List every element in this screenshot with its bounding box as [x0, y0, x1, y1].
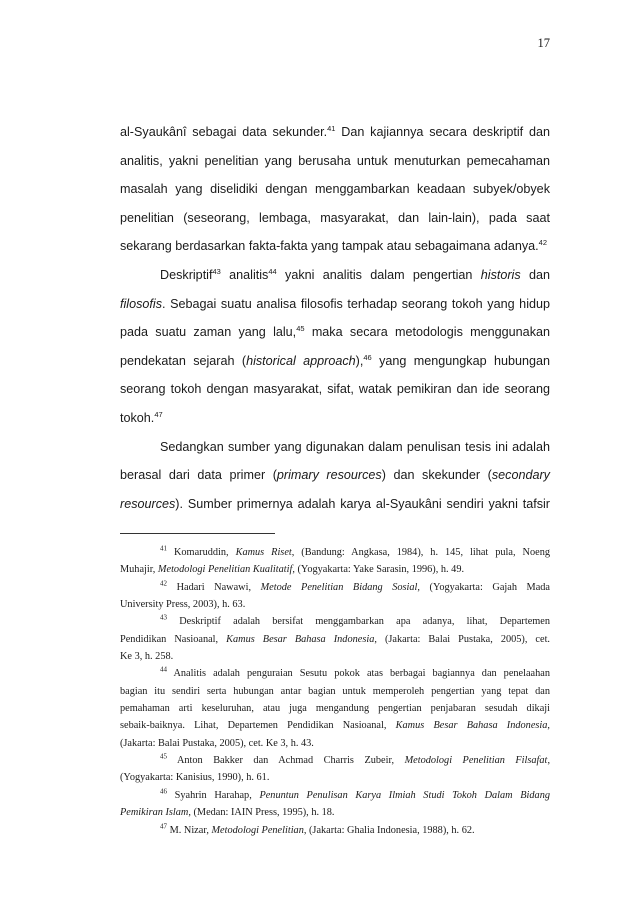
text-run: sebaik-baiknya. Lihat, Departemen Pendidikan Nasioanal, — [120, 720, 396, 732]
text-run: , (Bandung: Angkasa, 1984), h. 145, lihat pula, Noeng — [291, 547, 550, 558]
footnote — [120, 544, 550, 579]
italic-text: Pemikiran Islam — [120, 807, 189, 819]
text-line — [120, 404, 550, 433]
italic-text: Metodologi Penelitian — [211, 824, 304, 836]
text-run: ), — [355, 353, 364, 368]
footnote — [120, 613, 550, 665]
footnote-ref: 44 — [268, 267, 277, 277]
text-run: analitis, yakni penelitian yang berusaha untuk menuturkan pemecahaman — [120, 153, 550, 168]
text-run: seorang tokoh dengan masyarakat, sifat, watak pemikiran dan ide seorang — [120, 382, 550, 397]
footnote-line — [120, 804, 550, 821]
footnote-divider — [120, 533, 275, 534]
text-run: , (Jakarta: Balai Pustaka, 2005), cet. — [374, 633, 551, 645]
footnote-ref: 44 — [160, 665, 167, 674]
text-run: Hadari Nawawi, — [167, 581, 261, 593]
text-run: , (Yogyakarta: Yake Sarasin, 1996), h. 49. — [292, 564, 465, 576]
italic-text: filosofis — [120, 296, 162, 311]
text-line — [120, 147, 550, 176]
text-line — [120, 204, 550, 233]
footnote-line — [120, 648, 550, 665]
footnote-line — [120, 735, 550, 752]
footnote-ref: 43 — [160, 613, 167, 622]
text-run: Dan kajiannya secara deskriptif dan — [335, 125, 550, 139]
italic-text: Kamus Besar Bahasa Indonesia — [226, 633, 375, 645]
text-run: analitis — [220, 267, 269, 282]
text-run: (Yogyakarta: Kanisius, 1990), h. 61. — [120, 772, 270, 784]
text-run: Ke 3, h. 258. — [120, 651, 174, 663]
text-line — [120, 375, 550, 404]
italic-text: secondary — [491, 468, 550, 483]
italic-text: Metodologi Penelitian Filsafat — [404, 755, 548, 767]
text-run: Deskriptif adalah bersifat menggambarkan apa adanya, lihat, Departemen — [167, 616, 550, 628]
text-run: . Sebagai suatu analisa filosofis terhadap seorang tokoh yang hidup — [162, 296, 550, 311]
footnote-line — [120, 544, 550, 561]
text-run: Sedangkan sumber yang digunakan dalam penulisan tesis ini adalah — [160, 439, 550, 454]
text-line — [120, 347, 550, 376]
footnote — [120, 665, 550, 752]
footnote-ref: 45 — [296, 324, 305, 334]
footnote-line — [120, 700, 550, 717]
footnote-line — [120, 631, 550, 648]
text-run: masalah yang diselidiki dengan menggambarkan keadaan subyek/obyek — [120, 182, 550, 197]
footnote-ref: 47 — [160, 821, 167, 830]
footnote-line — [120, 683, 550, 700]
paragraph — [120, 433, 550, 519]
text-line — [120, 261, 550, 290]
text-run: yang mengungkap hubungan — [371, 353, 550, 368]
text-run: , (Jakarta: Ghalia Indonesia, 1988), h. 62. — [303, 824, 475, 836]
text-run: dan — [520, 267, 550, 282]
footnote-ref: 47 — [154, 410, 163, 420]
text-run: Analitis adalah penguraian Sesutu pokok atas berbagai bagiannya dan penelaahan — [167, 668, 550, 680]
footnote-line — [120, 717, 550, 734]
text-run: pendekatan sejarah ( — [120, 353, 247, 368]
text-run: , (Yogyakarta: Gajah Mada — [417, 581, 550, 593]
text-run: maka secara metodologis menggunakan — [304, 325, 550, 340]
text-run: , — [547, 720, 550, 732]
footnote-line — [120, 579, 550, 596]
footnote-line — [120, 787, 550, 804]
footnote-ref: 45 — [160, 752, 167, 761]
body-text — [120, 118, 550, 518]
footnote-ref: 41 — [327, 124, 336, 134]
text-run: Muhajir, — [120, 564, 158, 576]
text-run: tokoh. — [120, 410, 155, 425]
text-run: pada suatu zaman yang lalu, — [120, 325, 297, 340]
italic-text: Penuntun Penulisan Karya Ilmiah Studi Tokoh Dalam Bidang — [259, 789, 551, 801]
text-line — [120, 433, 550, 462]
footnote — [120, 579, 550, 614]
text-run: penelitian (seseorang, lembaga, masyarakat, dan lain-lain), pada saat — [120, 210, 550, 225]
footnote-ref: 43 — [212, 267, 221, 277]
text-run: berasal dari data primer ( — [120, 468, 277, 483]
text-run: Deskriptif — [160, 267, 213, 282]
text-line — [120, 461, 550, 490]
footnote-line — [120, 752, 550, 769]
footnote-line — [120, 665, 550, 682]
footnote — [120, 752, 550, 787]
text-run: (Jakarta: Balai Pustaka, 2005), cet. Ke 3, h. 43. — [120, 737, 314, 749]
page-number: 17 — [537, 36, 550, 50]
italic-text: Metode Penelitian Bidang Sosial — [260, 581, 418, 593]
italic-text: Metodologi Penelitian Kualitatif — [157, 564, 293, 576]
text-run: al-Syaukânî sebagai data sekunder. — [120, 125, 328, 139]
text-line — [120, 175, 550, 204]
footnote-ref: 41 — [160, 544, 167, 553]
text-run: ). Sumber primernya adalah karya al-Syaukâni sendiri yakni tafsir — [175, 496, 550, 511]
italic-text: Kamus Riset — [235, 547, 292, 558]
text-run: sekarang berdasarkan fakta-fakta yang tampak atau sebagaimana adanya. — [120, 239, 539, 254]
italic-text: historis — [480, 267, 521, 282]
text-run: , — [547, 755, 551, 767]
italic-text: Kamus Besar Bahasa Indonesia — [395, 720, 548, 732]
text-line — [120, 232, 550, 261]
footnote-line — [120, 613, 550, 630]
footnote — [120, 787, 550, 822]
text-run: Anton Bakker dan Achmad Charris Zubeir, — [167, 755, 405, 767]
footnotes — [120, 544, 550, 839]
footnote-ref: 42 — [538, 238, 548, 248]
text-line — [120, 118, 550, 147]
footnote-ref: 46 — [363, 352, 372, 362]
footnote-line — [120, 561, 550, 578]
text-line — [120, 290, 550, 319]
text-line — [120, 490, 550, 519]
text-run: ) dan skekunder ( — [381, 468, 492, 483]
italic-text: primary resources — [276, 468, 382, 483]
text-run: bagian itu sendiri serta hubungan antar bagian untuk memperoleh pengertian yang tepat dan — [120, 685, 550, 697]
footnote-ref: 42 — [160, 579, 167, 588]
footnote-line — [120, 822, 550, 839]
footnote — [120, 822, 550, 839]
text-run: Komaruddin, — [167, 547, 236, 558]
text-run: yakni analitis dalam pengertian — [276, 267, 481, 282]
text-run: , (Medan: IAIN Press, 1995), h. 18. — [188, 807, 335, 819]
paragraph — [120, 118, 550, 261]
text-run: M. Nizar, — [167, 824, 212, 836]
text-line — [120, 318, 550, 347]
italic-text: historical approach — [246, 353, 356, 368]
paragraph — [120, 261, 550, 433]
text-run: Pendidikan Nasioanal, — [120, 633, 227, 645]
text-run: pemahaman arti keseluruhan, atau juga mengandung pengertian penjabaran sesudah dikaji — [120, 703, 550, 715]
footnote-line — [120, 596, 550, 613]
text-run: Syahrin Harahap, — [167, 789, 260, 801]
footnote-line — [120, 769, 550, 786]
text-run: University Press, 2003), h. 63. — [120, 599, 246, 611]
footnote-ref: 46 — [160, 787, 167, 796]
italic-text: resources — [120, 496, 176, 511]
